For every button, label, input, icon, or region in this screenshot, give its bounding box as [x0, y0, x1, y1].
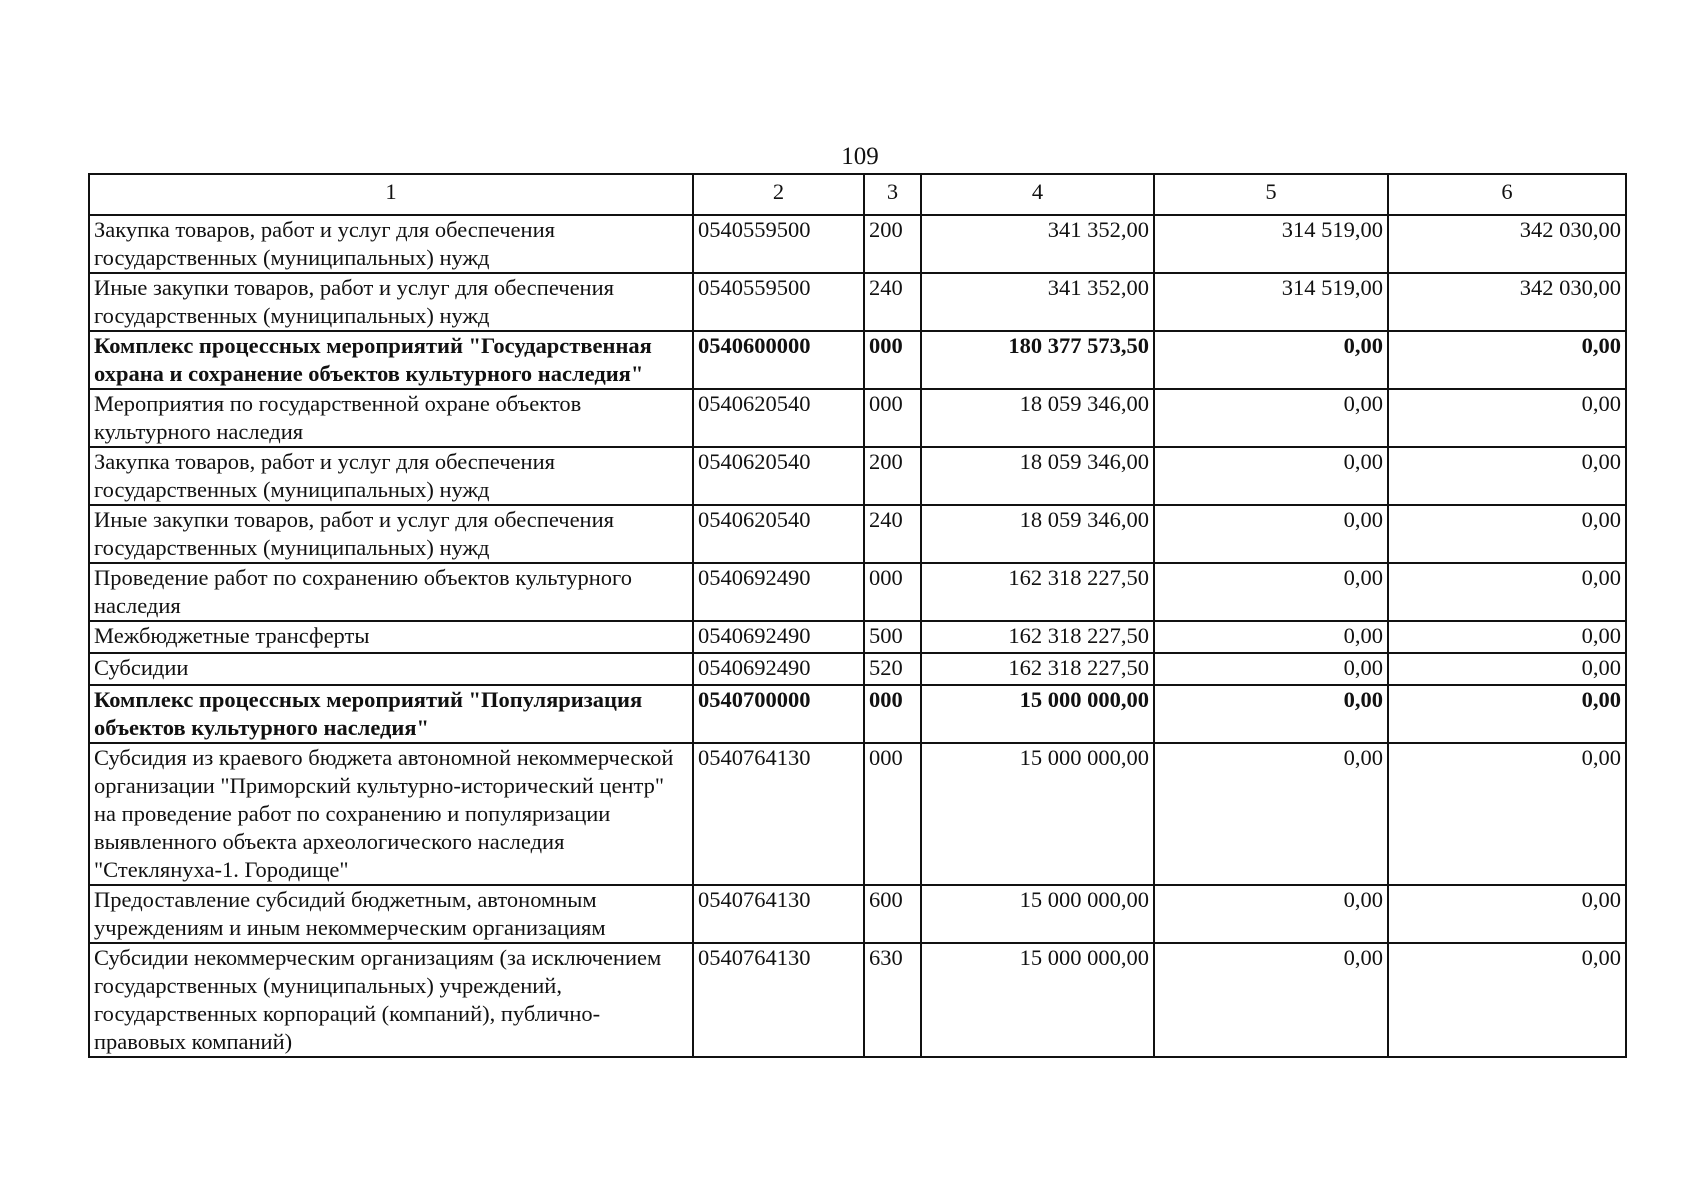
row-name: Субсидия из краевого бюджета автономной некоммерческой организации "Приморский культурно-исторический центр" на проведение работ по сохранению и популяризации выявленного объекта археологического наследия "Стеклянуха-1. Городище" [89, 743, 693, 885]
row-name: Проведение работ по сохранению объектов культурного наследия [89, 563, 693, 621]
row-value-4: 162 318 227,50 [921, 563, 1154, 621]
row-value-4: 341 352,00 [921, 215, 1154, 273]
row-value-5: 0,00 [1154, 621, 1388, 653]
column-header-6: 6 [1388, 174, 1626, 215]
row-value-6: 0,00 [1388, 389, 1626, 447]
row-name: Предоставление субсидий бюджетным, автономным учреждениям и иным некоммерческим организациям [89, 885, 693, 943]
row-name: Закупка товаров, работ и услуг для обеспечения государственных (муниципальных) нужд [89, 215, 693, 273]
row-name: Закупка товаров, работ и услуг для обеспечения государственных (муниципальных) нужд [89, 447, 693, 505]
row-value-5: 0,00 [1154, 447, 1388, 505]
table-row [89, 621, 1626, 653]
table-row [89, 447, 1626, 505]
row-value-6: 0,00 [1388, 885, 1626, 943]
page-number: 109 [841, 143, 879, 170]
row-value-4: 162 318 227,50 [921, 653, 1154, 685]
row-value-6: 0,00 [1388, 621, 1626, 653]
row-code: 0540559500 [693, 215, 864, 273]
row-code: 0540559500 [693, 273, 864, 331]
table-row [89, 885, 1626, 943]
row-value-4: 15 000 000,00 [921, 943, 1154, 1057]
row-code: 0540692490 [693, 563, 864, 621]
row-code: 0540764130 [693, 743, 864, 885]
row-value-4: 15 000 000,00 [921, 885, 1154, 943]
row-type: 500 [864, 621, 921, 653]
row-type: 000 [864, 331, 921, 389]
row-value-5: 0,00 [1154, 389, 1388, 447]
row-value-4: 180 377 573,50 [921, 331, 1154, 389]
row-name: Комплекс процессных мероприятий "Популяризация объектов культурного наследия" [89, 685, 693, 743]
row-value-6: 0,00 [1388, 563, 1626, 621]
row-value-4: 15 000 000,00 [921, 743, 1154, 885]
row-code: 0540620540 [693, 447, 864, 505]
row-value-5: 0,00 [1154, 653, 1388, 685]
column-header-5: 5 [1154, 174, 1388, 215]
row-type: 600 [864, 885, 921, 943]
row-value-4: 18 059 346,00 [921, 389, 1154, 447]
row-value-6: 0,00 [1388, 685, 1626, 743]
column-header-1: 1 [89, 174, 693, 215]
row-type: 000 [864, 685, 921, 743]
row-type: 630 [864, 943, 921, 1057]
row-type: 200 [864, 215, 921, 273]
row-value-5: 0,00 [1154, 563, 1388, 621]
row-value-6: 0,00 [1388, 505, 1626, 563]
row-type: 000 [864, 743, 921, 885]
row-name: Иные закупки товаров, работ и услуг для обеспечения государственных (муниципальных) нужд [89, 505, 693, 563]
row-name: Межбюджетные трансферты [89, 621, 693, 653]
row-value-4: 15 000 000,00 [921, 685, 1154, 743]
table-header-row [89, 174, 1626, 215]
row-type: 000 [864, 563, 921, 621]
table-row [89, 685, 1626, 743]
row-type: 520 [864, 653, 921, 685]
row-value-5: 0,00 [1154, 331, 1388, 389]
row-code: 0540764130 [693, 885, 864, 943]
row-value-6: 0,00 [1388, 943, 1626, 1057]
row-value-6: 0,00 [1388, 447, 1626, 505]
row-value-4: 341 352,00 [921, 273, 1154, 331]
row-value-5: 0,00 [1154, 685, 1388, 743]
row-value-5: 314 519,00 [1154, 215, 1388, 273]
table-row [89, 505, 1626, 563]
row-code: 0540700000 [693, 685, 864, 743]
row-type: 000 [864, 389, 921, 447]
row-value-5: 0,00 [1154, 943, 1388, 1057]
row-type: 240 [864, 505, 921, 563]
row-name: Мероприятия по государственной охране объектов культурного наследия [89, 389, 693, 447]
row-value-4: 18 059 346,00 [921, 505, 1154, 563]
row-value-4: 162 318 227,50 [921, 621, 1154, 653]
table-row [89, 943, 1626, 1057]
row-value-5: 314 519,00 [1154, 273, 1388, 331]
row-value-5: 0,00 [1154, 743, 1388, 885]
row-code: 0540600000 [693, 331, 864, 389]
column-header-2: 2 [693, 174, 864, 215]
row-type: 200 [864, 447, 921, 505]
row-code: 0540764130 [693, 943, 864, 1057]
row-value-5: 0,00 [1154, 885, 1388, 943]
table-row [89, 331, 1626, 389]
table-row [89, 215, 1626, 273]
row-value-6: 342 030,00 [1388, 215, 1626, 273]
budget-table [88, 173, 1627, 1058]
column-header-3: 3 [864, 174, 921, 215]
row-value-6: 0,00 [1388, 653, 1626, 685]
row-value-5: 0,00 [1154, 505, 1388, 563]
row-code: 0540692490 [693, 653, 864, 685]
row-code: 0540620540 [693, 389, 864, 447]
row-name: Иные закупки товаров, работ и услуг для обеспечения государственных (муниципальных) нужд [89, 273, 693, 331]
table-row [89, 563, 1626, 621]
row-name: Субсидии некоммерческим организациям (за исключением государственных (муниципальных) учреждений, государственных корпораций (компаний), публично-правовых компаний) [89, 943, 693, 1057]
row-name: Субсидии [89, 653, 693, 685]
column-header-4: 4 [921, 174, 1154, 215]
table-row [89, 743, 1626, 885]
row-value-6: 0,00 [1388, 743, 1626, 885]
table-row [89, 653, 1626, 685]
table-row [89, 389, 1626, 447]
row-name: Комплекс процессных мероприятий "Государственная охрана и сохранение объектов культурного наследия" [89, 331, 693, 389]
row-code: 0540620540 [693, 505, 864, 563]
table-row [89, 273, 1626, 331]
row-type: 240 [864, 273, 921, 331]
row-value-6: 342 030,00 [1388, 273, 1626, 331]
row-value-6: 0,00 [1388, 331, 1626, 389]
row-code: 0540692490 [693, 621, 864, 653]
row-value-4: 18 059 346,00 [921, 447, 1154, 505]
